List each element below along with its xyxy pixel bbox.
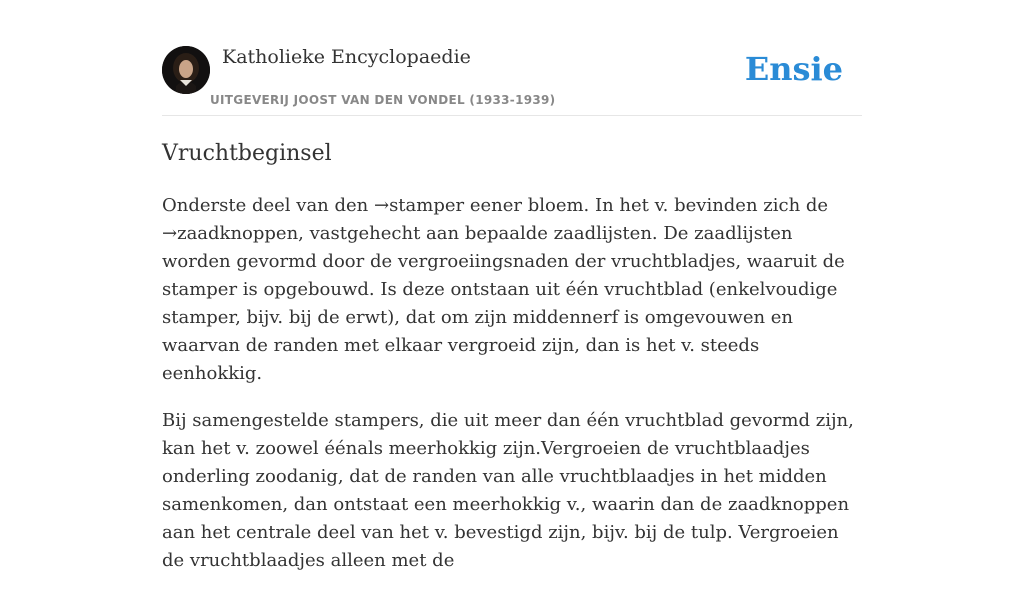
entry-paragraph: Bij samengestelde stampers, die uit meer dan één vruchtblad gevormd zijn, kan het v. zoowel éénals meerhokkig zijn.Vergroeien de vruchtblaadjes onderling zoodanig, dat de randen van alle vruchtblaadjes in het midden samenkomen, dan ontstaat een meerhokkig v., waarin dan de zaadknoppen aan het centrale deel van het v. bevestigd zijn, bijv. bij de tulp. Vergroeien de vruchtblaadjes alleen met de [162,410,854,571]
header-divider [162,115,862,116]
ensie-logo[interactable]: Ensie [744,50,843,88]
site-title[interactable]: Katholieke Encyclopaedie [222,46,471,68]
entry-title: Vruchtbeginsel [162,141,332,166]
entry-paragraph: Onderste deel van den →stamper eener bloem. In het v. bevinden zich de →zaadknoppen, vastgehecht aan bepaalde zaadlijsten. De zaadlijsten worden gevormd door de vergroeiingsnaden der vruchtbladjes, waaruit de stamper is opgebouwd. Is deze ontstaan uit één vruchtblad (enkelvoudige stamper, bijv. bij de erwt), dat om zijn middennerf is omgevouwen en waarvan de randen met elkaar vergroeid zijn, dan is het v. steeds eenhokkig. [162,195,845,384]
publisher-subtitle: UITGEVERIJ JOOST VAN DEN VONDEL (1933-1939) [210,93,556,107]
entry-body [162,192,862,594]
portrait-avatar[interactable] [162,46,210,94]
